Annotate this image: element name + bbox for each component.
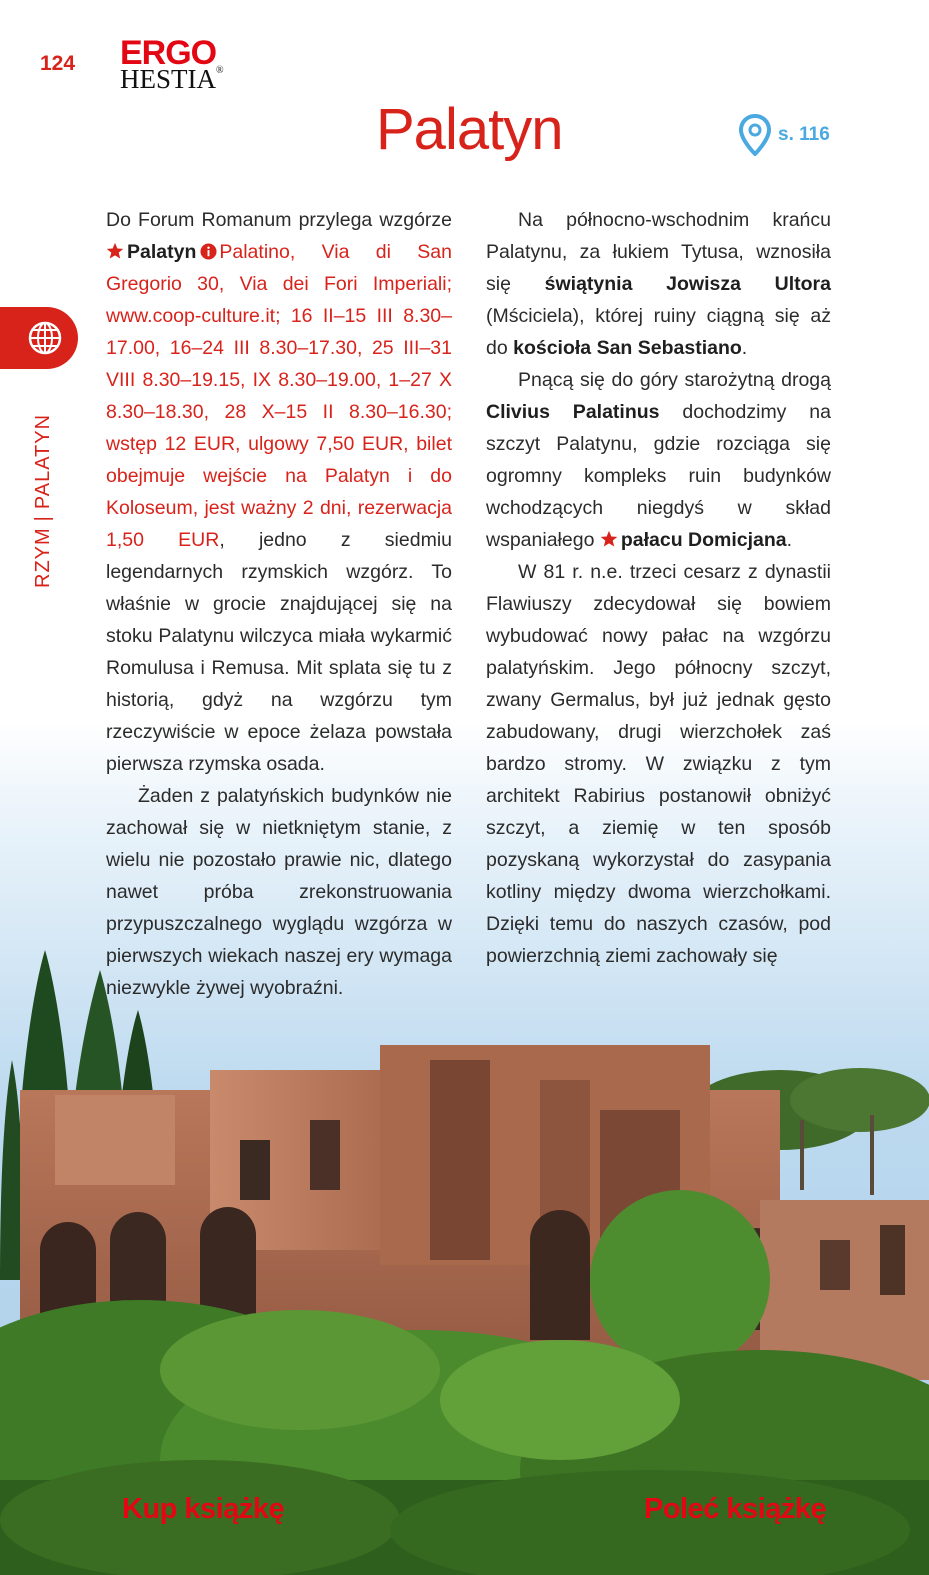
palatyn-description: , jedno z siedmiu legendarnych rzymskich wzgórz. To właśnie w grocie znajdującej się na stoku Palatynu wilczyca miała wykarmić Romulusa i Remusa. Mit splata się tu z historią, gdyż na wzgórzu tym rzeczywiście w epoce żelaza powstała pierwsza rzymska osada. — [106, 529, 452, 775]
section-tab[interactable] — [0, 307, 78, 369]
left-paragraph-1 — [106, 204, 452, 780]
left-paragraph-2: Żaden z palatyńskich budynków nie zachował się w nietkniętym stanie, z wielu nie pozostało prawie nic, dlatego nawet próba zrekonstruowania przypuszczalnego wyglądu wzgórza w pierwszych wiekach naszej ery wymaga niezwykle żywej wyobraźni. — [106, 785, 452, 999]
map-reference-page: s. 116 — [778, 124, 830, 145]
right-column — [486, 204, 831, 972]
side-label-separator: | — [32, 515, 54, 522]
visitor-info: Palatino, Via di San Gregorio 30, Via dei Fori Imperiali; www.coop-culture.it; 16 II–15 III 8.30–17.00, 16–24 III 8.30–17.30, 25 III–31 VIII 8.30–19.15, IX 8.30–19.00, 1–27 X 8.30–18.30, 28 X–15 II 8.30–16.30; wstęp 12 EUR, ulgowy 7,50 EUR, bilet obejmuje wejście na Palatyn i do Koloseum, jest ważny 2 dni, rezerwacja 1,50 EUR — [106, 241, 452, 551]
page-title: Palatyn — [376, 97, 563, 162]
recommend-book-link[interactable]: Poleć książkę — [644, 1493, 827, 1525]
map-reference[interactable] — [738, 114, 830, 156]
text-run: Na północno-wschodnim krańcu Palatynu, za łukiem Tytusa, wznosiła się — [486, 209, 831, 295]
church-name: kościoła San Sebastiano — [513, 337, 742, 359]
ergo-hestia-logo[interactable] — [120, 36, 224, 93]
road-name: Clivius Palatinus — [486, 401, 660, 423]
text-run: (Mściciela), której ruiny ciągną się aż do — [486, 305, 831, 359]
right-paragraph-3: W 81 r. n.e. trzeci cesarz z dynastii Flawiuszy zdecydował się bowiem wybudować nowy pałac na wzgórzu palatyńskim. Jego północny szczyt, zwany Germalus, był już jednak gęsto zabudowany, drugi wierzchołek zaś bardzo stromy. W związku z tym architekt Rabirius postanowił obniżyć szczyt, a ziemię w ten sposób pozyskaną wykorzystał do zasypania kotliny między dwoma wierzchołkami. Dzięki temu do naszych czasów, pod powierzchnią ziemi zachowały się — [486, 561, 831, 967]
star-icon — [600, 530, 618, 548]
globe-icon — [28, 321, 62, 355]
text-run: . — [741, 337, 748, 359]
palatyn-name: Palatyn — [127, 241, 197, 263]
temple-jupiter-name: świątynia Jowisza Ultora — [544, 273, 831, 295]
buy-book-link[interactable]: Kup książkę — [122, 1493, 285, 1525]
right-paragraph-2 — [486, 364, 831, 556]
logo-hestia: HESTIA® — [120, 64, 224, 94]
intro-text: Do Forum Romanum przylega wzgórze — [106, 209, 452, 231]
side-label-section: PALATYN — [32, 413, 54, 510]
page-number: 124 — [40, 52, 76, 75]
palace-name: pałacu Domicjana — [620, 529, 787, 551]
section-side-label — [32, 414, 55, 588]
text-run: . — [786, 529, 793, 551]
map-pin-icon — [738, 114, 772, 156]
side-label-city: RZYM — [32, 527, 54, 588]
right-paragraph-1 — [486, 204, 831, 364]
star-icon — [106, 242, 124, 260]
text-run: dochodzimy na szczyt Palatynu, gdzie rozciąga się ogromny kompleks ruin budynków wchodzących niegdyś w skład wspaniałego — [486, 401, 831, 551]
info-icon — [200, 243, 217, 260]
text-run: Pnącą się do góry starożytną drogą — [518, 369, 831, 391]
logo-ergo: ERGO — [120, 34, 217, 72]
left-column — [106, 204, 452, 1004]
